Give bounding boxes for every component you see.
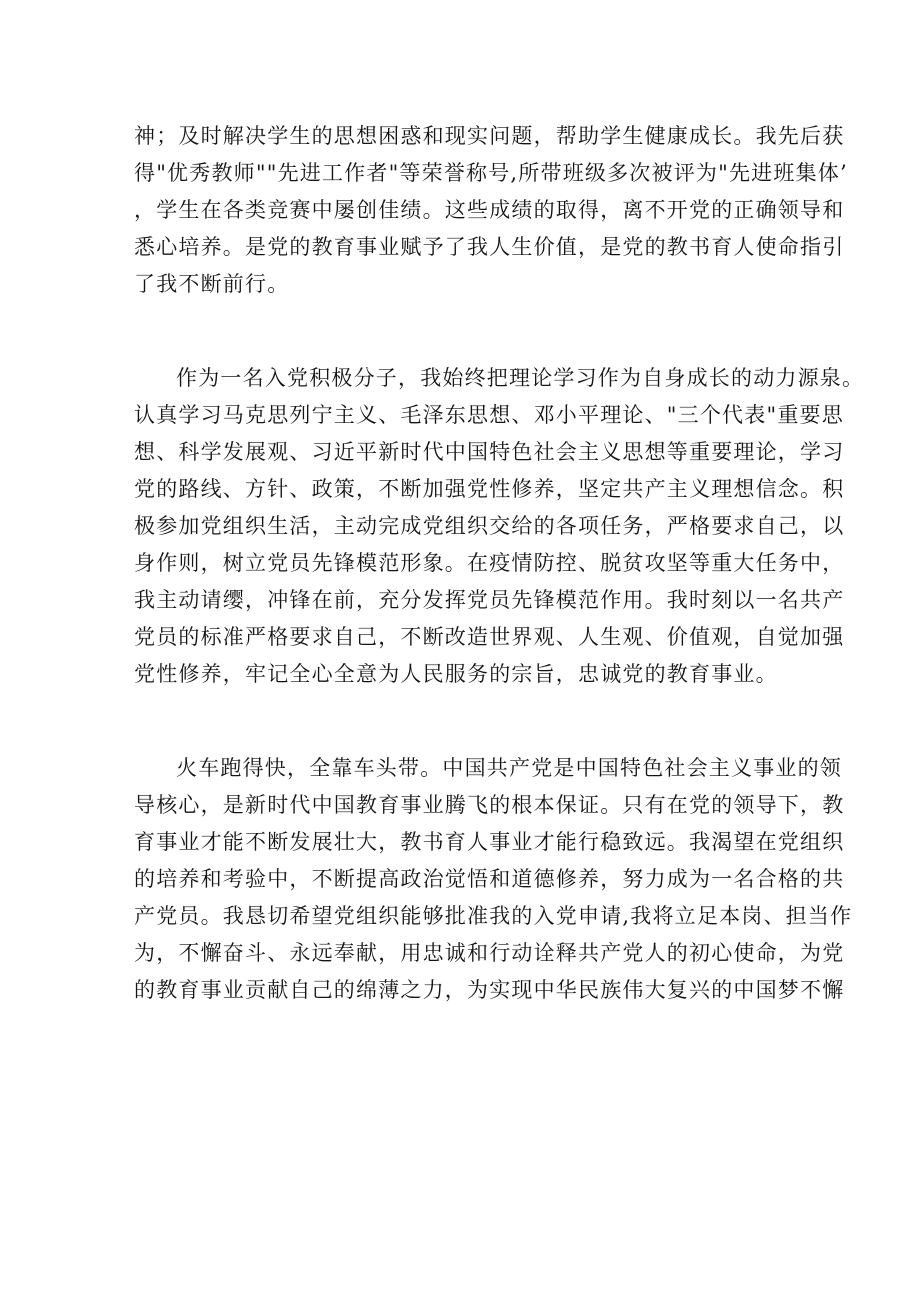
text-line: ，学生在各类竞赛中屡创佳绩。这些成绩的取得，离不开党的正确领导和: [134, 198, 845, 222]
paragraph-1: [134, 118, 848, 303]
paragraph-spacer: [134, 693, 794, 750]
text-line: 悉心培养。是党的教育事业赋予了我人生价值，是党的教书育人使命指引: [134, 235, 845, 259]
text-line: 认真学习马克思列宁主义、毛泽东思想、邓小平理论、"三个代表"重要思: [134, 403, 844, 427]
text-line: 党性修养，牢记全心全意为人民服务的宗旨，忠诚党的教育事业。: [134, 662, 778, 686]
text-line: 想、科学发展观、习近平新时代中国特色社会主义思想等重要理论，学习: [134, 440, 845, 464]
paragraph-3: [134, 750, 853, 1009]
text-line: 神；及时解决学生的思想困惑和现实问题，帮助学生健康成长。我先后获: [134, 124, 845, 148]
text-line: 产党员。我恳切希望党组织能够批准我的入党申请,我将立足本岗、担当作: [134, 904, 853, 928]
text-line: 育事业才能不断发展壮大，教书育人事业才能行稳致远。我渴望在党组织: [134, 830, 845, 854]
text-line: 作为一名入党积极分子，我始终把理论学习作为自身成长的动力源泉。: [176, 366, 865, 390]
text-line: 的培养和考验中，不断提高政治觉悟和道德修养，努力成为一名合格的共: [134, 867, 845, 891]
text-line: 身作则，树立党员先锋模范形象。在疫情防控、脱贫攻坚等重大任务中，: [134, 551, 845, 575]
text-line: 党的路线、方针、政策，不断加强党性修养，坚定共产主义理想信念。积: [134, 477, 845, 501]
text-line: 极参加党组织生活，主动完成党组织交给的各项任务，严格要求自己，以: [134, 514, 845, 538]
text-line: 的教育事业贡献自己的绵薄之力，为实现中华民族伟大复兴的中国梦不懈: [134, 978, 845, 1002]
text-line: 了我不断前行。: [134, 272, 290, 296]
text-line: 党员的标准严格要求自己，不断改造世界观、人生观、价值观，自觉加强: [134, 625, 845, 649]
text-line: 为，不懈奋斗、永远奉献，用忠诚和行动诠释共产党人的初心使命，为党: [134, 941, 845, 965]
document-body: [134, 118, 865, 1009]
text-line: 我主动请缨，冲锋在前，充分发挥党员先锋模范作用。我时刻以一名共产: [134, 588, 845, 612]
text-line: 火车跑得快，全靠车头带。中国共产党是中国特色社会主义事业的领: [176, 756, 842, 780]
text-line: 得"优秀教师""先进工作者"等荣誉称号,所带班级多次被评为"先进班集体’: [134, 161, 848, 185]
text-line: 导核心，是新时代中国教育事业腾飞的根本保证。只有在党的领导下，教: [134, 793, 845, 817]
paragraph-spacer: [134, 303, 794, 360]
paragraph-2: [134, 360, 865, 693]
